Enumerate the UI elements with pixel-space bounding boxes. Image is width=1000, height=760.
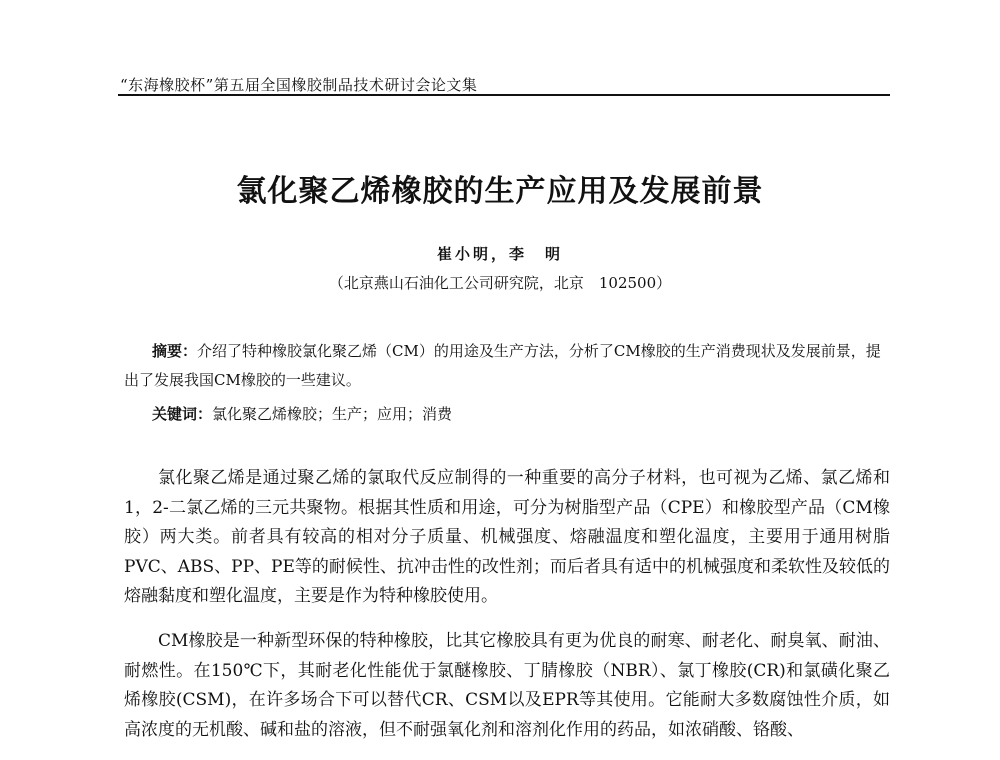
abstract xyxy=(124,337,890,395)
paper-affiliation: （北京燕山石油化工公司研究院，北京 102500） xyxy=(328,274,672,292)
abstract-text: 介绍了特种橡胶氯化聚乙烯（CM）的用途及生产方法，分析了CM橡胶的生产消费现状及发展前景，提出了发展我国CM橡胶的一些建议。 xyxy=(124,342,881,389)
paper-authors: 崔小明，李 明 xyxy=(436,245,563,263)
keywords xyxy=(152,403,452,424)
abstract-label: 摘要： xyxy=(152,342,198,360)
keywords-text: 氯化聚乙烯橡胶；生产；应用；消费 xyxy=(212,405,453,423)
header-divider xyxy=(118,94,890,96)
running-header: “东海橡胶杯”第五届全国橡胶制品技术研讨会论文集 xyxy=(120,76,478,94)
body-paragraph-2: CM橡胶是一种新型环保的特种橡胶，比其它橡胶具有更为优良的耐寒、耐老化、耐臭氧、耐油、耐燃性。在150℃下，其耐老化性能优于氯醚橡胶、丁腈橡胶（NBR）、氯丁橡胶(CR)和氯磺化聚乙烯橡胶(CSM)，在许多场合下可以替代CR、CSM以及EPR等其使用。它能耐大多数腐蚀性介质，如高浓度的无机酸、碱和盐的溶液，但不耐强氧化剂和溶剂化作用的药品，如浓硝酸、铬酸、 xyxy=(124,631,890,740)
paper-title: 氯化聚乙烯橡胶的生产应用及发展前景 xyxy=(236,174,764,209)
body-paragraph-1: 氯化聚乙烯是通过聚乙烯的氯取代反应制得的一种重要的高分子材料，也可视为乙烯、氯乙烯和1，2-二氯乙烯的三元共聚物。根据其性质和用途，可分为树脂型产品（CPE）和橡胶型产品（CM橡胶）两大类。前者具有较高的相对分子质量、机械强度、熔融温度和塑化温度，主要用于通用树脂PVC、ABS、PP、PE等的耐候性、抗冲击性的改性剂；而后者具有适中的机械强度和柔软性及较低的熔融黏度和塑化温度，主要是作为特种橡胶使用。 xyxy=(124,468,890,606)
keywords-label: 关键词： xyxy=(152,405,213,423)
